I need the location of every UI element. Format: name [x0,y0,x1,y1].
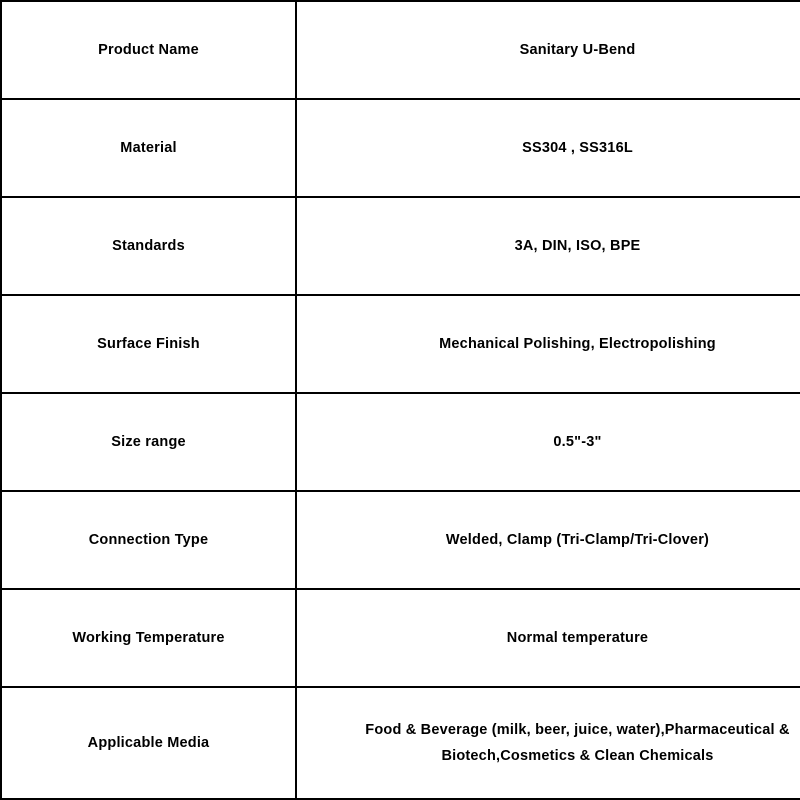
spec-value-cell: Welded, Clamp (Tri-Clamp/Tri-Clover) [296,491,800,589]
spec-value-cell: 0.5"-3" [296,393,800,491]
table-row [1,197,800,295]
spec-value-cell: SS304 , SS316L [296,99,800,197]
spec-label-cell: Product Name [1,1,296,99]
spec-label-cell: Standards [1,197,296,295]
spec-value-cell: 3A, DIN, ISO, BPE [296,197,800,295]
spec-value-cell: Sanitary U-Bend [296,1,800,99]
spec-label-cell: Applicable Media [1,687,296,799]
table-row [1,687,800,799]
spec-value-cell: Mechanical Polishing, Electropolishing [296,295,800,393]
table-row [1,491,800,589]
table-row [1,589,800,687]
spec-label-cell: Connection Type [1,491,296,589]
spec-label-cell: Working Temperature [1,589,296,687]
spec-value-cell: Normal temperature [296,589,800,687]
spec-label-cell: Size range [1,393,296,491]
spec-label-cell: Surface Finish [1,295,296,393]
spec-label-cell: Material [1,99,296,197]
spec-table-body [1,1,800,799]
table-row [1,1,800,99]
table-row [1,295,800,393]
table-row [1,99,800,197]
table-row [1,393,800,491]
spec-value-cell: Food & Beverage (milk, beer, juice, water),Pharmaceutical & Biotech,Cosmetics & Clean Chemicals [296,687,800,799]
